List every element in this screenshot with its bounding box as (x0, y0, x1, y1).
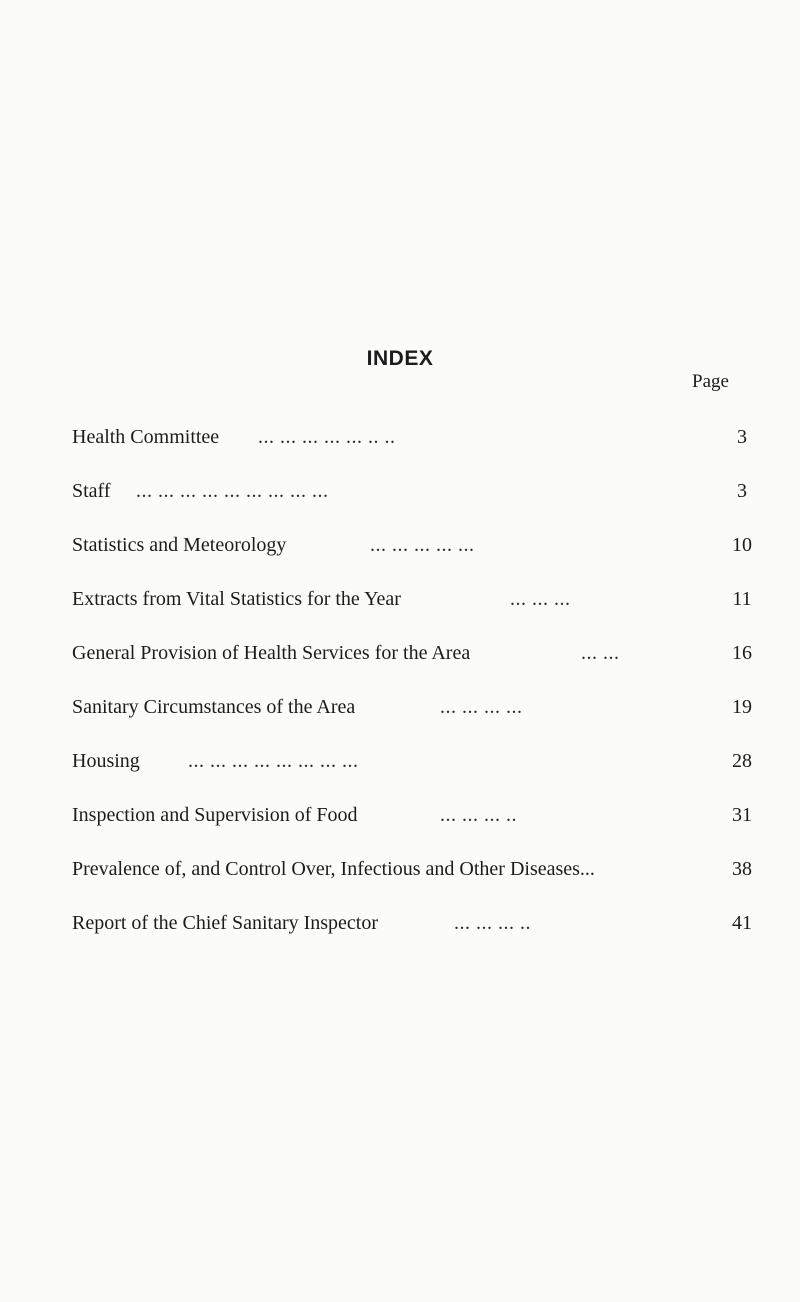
entry-page-number: 31 (732, 804, 752, 826)
index-entry (72, 908, 762, 948)
entry-title: Health Committee (72, 426, 220, 448)
entry-title: Housing (72, 750, 140, 772)
dot-leaders: ... ... (581, 642, 620, 664)
entry-page-number: 28 (732, 750, 752, 772)
dot-leaders: ... ... ... .. (440, 804, 517, 826)
dot-leaders: ... ... ... ... ... ... ... ... ... (136, 480, 329, 502)
entry-title: Staff (72, 480, 111, 502)
dot-leaders: ... ... ... (510, 588, 571, 610)
entry-page-number: 10 (732, 534, 752, 556)
entry-title: Statistics and Meteorology (72, 534, 287, 556)
dot-leaders: ... ... ... ... ... ... ... ... (188, 750, 359, 772)
index-entry (72, 746, 762, 786)
index-entry (72, 692, 762, 732)
dot-leaders: ... ... ... .. (454, 912, 531, 934)
entry-title: Extracts from Vital Statistics for the Year (72, 588, 401, 610)
entry-title: Sanitary Circumstances of the Area (72, 696, 356, 718)
index-list (72, 422, 762, 962)
index-entry (72, 800, 762, 840)
index-entry (72, 854, 762, 894)
entry-page-number: 3 (737, 480, 747, 502)
entry-page-number: 19 (732, 696, 752, 718)
entry-title: Prevalence of, and Control Over, Infectious and Other Diseases... (72, 858, 595, 880)
dot-leaders: ... ... ... ... ... (370, 534, 475, 556)
dot-leaders: ... ... ... ... (440, 696, 523, 718)
entry-title: Inspection and Supervision of Food (72, 804, 358, 826)
dot-leaders: ... ... ... ... ... .. .. (258, 426, 396, 448)
entry-title: Report of the Chief Sanitary Inspector (72, 912, 379, 934)
index-entry (72, 476, 762, 516)
index-entry (72, 422, 762, 462)
index-entry (72, 530, 762, 570)
entry-page-number: 3 (737, 426, 747, 448)
entry-page-number: 41 (732, 912, 752, 934)
index-entry (72, 638, 762, 678)
entry-page-number: 16 (732, 642, 752, 664)
index-entry (72, 584, 762, 624)
entry-page-number: 38 (732, 858, 752, 880)
page-title: INDEX (366, 347, 434, 370)
page-column-header: Page (692, 371, 729, 392)
entry-title: General Provision of Health Services for the Area (72, 642, 471, 664)
entry-page-number: 11 (732, 588, 752, 610)
